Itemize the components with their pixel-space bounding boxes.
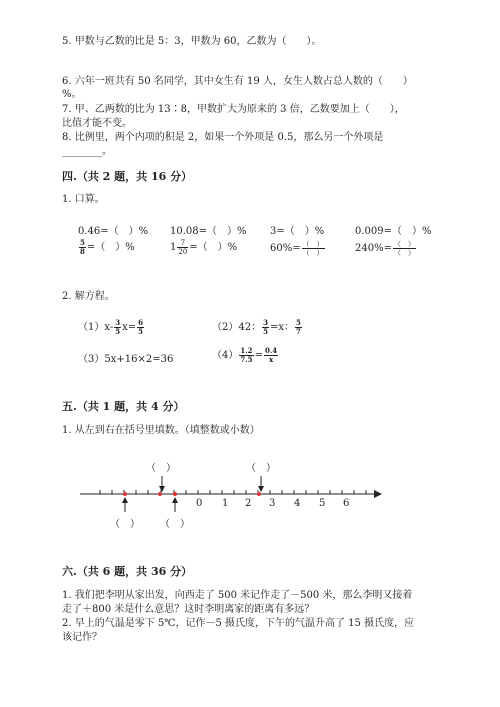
tick-label-5: 5	[319, 498, 326, 509]
point-marker-3	[173, 492, 177, 496]
question-5: 5. 甲数与乙数的比是 5：3，甲数为 60，乙数为（ ）。	[62, 36, 322, 47]
oral-4: 0.009=（ ）%	[355, 226, 432, 237]
oral-6: 1 $\frac{7}{20}$ =（ ）%	[170, 239, 238, 256]
question-6-cont: %。	[62, 89, 82, 100]
tick-label-4: 4	[294, 498, 301, 509]
number-line-ticks	[100, 490, 366, 494]
oral-3: 3=（ ）%	[270, 226, 325, 237]
equation-3: （3）5x+16×2=36	[78, 354, 174, 365]
question-7-cont: 比值才能不变。	[62, 118, 132, 129]
blank-top-1: （ ）	[146, 463, 176, 474]
blank-bottom-2: （ ）	[160, 519, 190, 530]
question-8: 8. 比例里，两个内项的积是 2，如果一个外项是 0.5，那么另一个外项是	[62, 132, 384, 143]
blank-bottom-1: （ ）	[110, 519, 140, 530]
tick-label-3: 3	[269, 498, 276, 509]
number-line-arrow	[374, 490, 382, 498]
question-6-2: 2. 早上的气温是零下 5℃，记作－5 摄氏度，下午的气温升高了 15 摄氏度，应	[62, 618, 415, 629]
oral-5: $\frac{5}{8}$ =（ ）%	[80, 238, 135, 256]
question-4-2: 2. 解方程。	[62, 291, 115, 302]
equation-2: （2）42： $\frac{3}{5}$ =x： $\frac{5}{7}$	[212, 318, 301, 336]
oral-8: 240%= $\frac{( )}{( )}$	[355, 240, 415, 257]
blank-top-2: （ ）	[246, 463, 276, 474]
question-4-1: 1. 口算。	[62, 194, 105, 205]
question-6-2-cont: 该记作？	[62, 632, 102, 643]
point-marker-1	[123, 492, 127, 496]
section-5-title: 五.（共 1 题，共 4 分）	[62, 400, 185, 413]
section-6-title: 六.（共 6 题，共 36 分）	[62, 565, 193, 578]
oral-2: 10.08=（ ）%	[170, 226, 247, 237]
oral-7: 60%= $\frac{( )}{( )}$	[270, 240, 324, 257]
question-5-1: 1. 从左到右在括号里填数。（填整数或小数）	[62, 425, 260, 436]
question-6-1-cont: 走了＋800 米是什么意思？这时李明离家的距离有多远？	[62, 604, 315, 615]
tick-label-2: 2	[245, 498, 252, 509]
point-marker-2	[158, 492, 162, 496]
tick-label-0: 0	[196, 498, 203, 509]
question-6: 6. 六年一班共有 50 名同学，其中女生有 19 人，女生人数占总人数的（ ）	[62, 76, 413, 87]
question-6-1: 1. 我们把李明从家出发，向西走了 500 米记作走了－500 米，那么李明又接着	[62, 590, 413, 601]
point-marker-4	[257, 492, 261, 496]
tick-label-6: 6	[343, 498, 350, 509]
section-4-title: 四.（共 2 题，共 16 分）	[62, 170, 193, 183]
question-7: 7. 甲、乙两数的比为 13∶8，甲数扩大为原来的 3 倍，乙数要加上（ ），	[62, 104, 405, 115]
question-8-cont: ________。	[62, 146, 112, 157]
equation-1: （1）x- $\frac{3}{5}$ x= $\frac{6}{5}$	[78, 318, 143, 336]
equation-4: （4） $\frac{1.2}{7.5}$ = $\frac{0.4}{x}$	[212, 346, 278, 364]
oral-1: 0.46=（ ）%	[78, 226, 149, 237]
tick-label-1: 1	[222, 498, 229, 509]
